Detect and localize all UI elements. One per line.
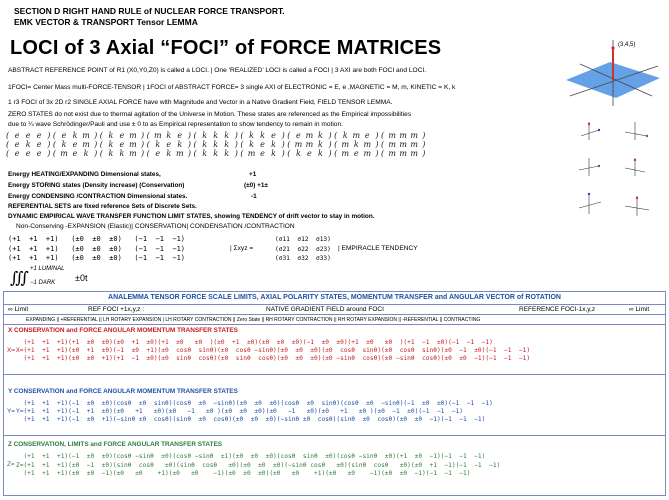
z-section-title: Z CONSERVATION, LIMITS and FORCE ANGULAR TRANSFER STATES (8, 441, 222, 448)
conservation-legend: Non-Conserving -EXPANSION (Elastic)| CONSERVATION| CONDENSATION /CONTRACTION (16, 223, 295, 230)
panel-title: ANALEMMA TENSOR FORCE SCALE LIMITS, AXIAL POLARITY STATES, MOMENTUM TRANSFER and ANGULAR VECTOR of ROTATION (108, 294, 561, 301)
integral-tail: ±0t (75, 273, 88, 283)
letter-matrices: ( e e e ) ( e k m ) ( k e m ) ( m k e ) ( k k k ) ( k k e ) ( e m k ) ( k m e ) ( m m m ) ( e k e ) ( k e m ) ( k e m ) ( k e k ) ( k k k ) ( k e k ) ( m m k ) ( m k m ) ( m m m ) ( e e e ) ( m e k ) ( k k m ) ( e k m ) ( k k k ) ( m e k ) ( k e k ) ( m e m ) ( m m m ) (6, 131, 426, 158)
ref-foci-right: REFERENCE FOCI-1x,y,z (519, 306, 596, 313)
energy-label-1: Energy HEATING/EXPANDING Dimensional states, (8, 171, 161, 178)
empirical-tendency: | EMPIRACLE TENDENCY (338, 245, 418, 252)
analemma-panel (3, 291, 666, 496)
y-state-rows: (+1 +1 +1)(−1 ±0 ±0)(cosθ ±0 sinθ)(cosθ ±0 −sinθ)(±0 ±0 ±0)(cosθ ±0 sinθ)(cosθ ±0 −sinθ)(−1 ±0 ±0)(−1 −1 −1) Y=(+1 +1 +1)(−1 +1 ±0)(±0 +1 ±0)(±0 −1 ±0 )(±0 ±0 ±0)(±0 −1 ±0)(±0 +1 ±0 )(±0 −1 ±0)(−1 −1 −1) (+1 +1 +1)(−1 ±0 +1)(−sinθ ±0 cosθ)(sinθ ±0 cosθ)(±0 ±0 ±0)(−sinθ ±0 cosθ)(sinθ ±0 cosθ)(±0 ±0 −1)(−1 −1 −1) (16, 400, 493, 423)
divider (4, 374, 665, 375)
triple-integral: ∭ (10, 268, 29, 287)
integral-upper: +1 LUMINAL (30, 266, 65, 272)
sigma-matrix: (σ11 σ12 σ13) (σ21 σ22 σ23) (σ31 σ32 σ33) (275, 236, 331, 262)
x-state-rows: (+1 +1 +1)(+1 ±0 ±0)(±0 +1 ±0)(+1 ±0 ±0 )(±0 +1 ±0)(±0 ±0 ±0)(−1 ±0 ±0)(+1 ±0 ±0 )(+1 −1 ±0)(−1 −1 −1) X=(+1 +1 +1)(±0 +1 ±0)(−1 ±0 +1)(±0 cosθ sinθ)(±0 cosθ −sinθ)(±0 ±0 ±0)(±0 cosθ sinθ)(±0 cosθ sinθ)(±0 −1 ±0)(−1 −1 −1) (+1 +1 +1)(±0 ±0 +1)(+1 −1 ±0)(±0 sinθ cosθ)(±0 sinθ cosθ)(±0 ±0 ±0)(±0 −sinθ cosθ)(±0 −sinθ cosθ)(±0 ±0 −1)(−1 −1 −1) (16, 339, 531, 362)
limit-right: ∞ Limit (629, 306, 650, 313)
energy-value-2: (±0) +1± (244, 182, 268, 189)
sigma-label: | Σxyz = (230, 245, 254, 252)
energy-value-1: +1 (249, 171, 257, 178)
y-row-label: Y= (7, 408, 15, 415)
referential-note: REFERENTIAL SETS are fixed reference Sets of Discrete Sets. (8, 203, 197, 210)
z-row-label: Z= (7, 461, 15, 468)
limit-matrices: (+1 +1 +1) (±0 ±0 ±0) (−1 −1 −1) (+1 +1 +1) (±0 ±0 ±0) (−1 −1 −1) (+1 +1 +1) (±0 ±0 ±0) (−1 −1 −1) (8, 235, 186, 262)
x-row-label: X= (7, 347, 15, 354)
intro-line-1: ABSTRACT REFERENCE POINT of R1 (X0,Y0,Z0) is called a LOCI. | One ‘REALIZED’ LOCI is called a FOCI | 3 AXI are both FOCI and LOCI. (8, 67, 427, 74)
x-section-title: X CONSERVATION and FORCE ANGULAR MOMENTUM TRANSFER STATES (8, 327, 238, 334)
limit-left: ∞ Limit (8, 306, 29, 313)
subheading: EMK VECTOR & TRANSPORT Tensor LEMMA (14, 17, 198, 27)
rotation-diagrams (575, 118, 667, 226)
energy-label-3: Energy CONDENSING /CONTRACTION Dimensional states. (8, 193, 188, 200)
page-title: LOCI of 3 Axial “FOCI” of FORCE MATRICES (10, 37, 442, 59)
intro-line-2: 1FOCI= Center Mass multi-FORCE-TENSOR | 1FOCI of ABSTRACT FORCE= 3 single AXI of ELECTRONIC = E, e ,MAGNETIC = M, m, KINETIC = K, k (8, 84, 456, 91)
section-heading: SECTION D RIGHT HAND RULE of NUCLEAR FORCE TRANSPORT. (14, 6, 285, 16)
axis-plane-figure (560, 36, 666, 110)
energy-value-3: -1 (251, 193, 257, 200)
y-section-title: Y CONSERVATION and FORCE ANGULAR MOMENTUM TRANSFER STATES (8, 388, 238, 395)
limits-bar (4, 304, 665, 315)
energy-label-2: Energy STORING states (Density increase) (Conservation) (8, 182, 185, 189)
point-label: (3,4,5) (618, 42, 636, 48)
divider (4, 435, 665, 436)
states-bar: EXPANDING || +REFERENTIAL || LH ROTARY EXPANSION | LH ROTARY CONTRACTION || Zero State || RH ROTARY CONTRACTION || RH ROTARY EXPANSION || -REFERENTIAL || CONTRACTING (4, 315, 665, 325)
native-gradient: NATIVE GRADIENT FIELD around FOCI (266, 306, 384, 313)
ref-foci-left: REF FOCI +1x,y,z : (88, 306, 145, 313)
dynamic-note: DYNAMIC EMPIRICAL WAVE TRANSFER FUNCTION LIMIT STATES, showing TENDENCY of drift vector to stay in motion. (8, 213, 375, 220)
intro-line-4: ZERO STATES do not exist due to thermal agitation of the Universe in Motion. These states are referenced as the Empirical impossibilities (8, 111, 412, 118)
intro-line-3: 1 r3 FOCI of 3x 2D r2 SINGLE AXIAL FORCE have with Magnitude and Vector in a Native Gradient Field, FIELD TENSOR LEMMA. (8, 99, 393, 106)
z-state-rows: (+1 +1 +1)(−1 ±0 ±0)(cosθ −sinθ ±0)(cosθ −sinθ ±1)(±0 ±0 ±0)(cosθ sinθ ±0)(cosθ −sinθ ±0)(+1 ±0 −1)(−1 −1 −1) Z=(+1 +1 +1)(±0 −1 ±0)(sinθ cosθ ±0)(sinθ cosθ ±0)(±0 ±0 ±0)(−sinθ cosθ ±0)(sinθ cosθ ±0)(±0 +1 −1)(−1 −1 −1) (+1 +1 +1)(±0 ±0 −1)(±0 ±0 +1)(±0 ±0 −1)(±0 ±0 ±0)(±0 ±0 +1)(±0 ±0 −1)(±0 ±0 −1)(−1 −1 −1) (16, 453, 501, 477)
intro-line-5: due to ¼ wave Schrödinger/Pauli and use ± 0 to as Empirical representation to show tendency to remain in motion. (8, 121, 343, 128)
integral-lower: −1 DARK (30, 280, 56, 286)
